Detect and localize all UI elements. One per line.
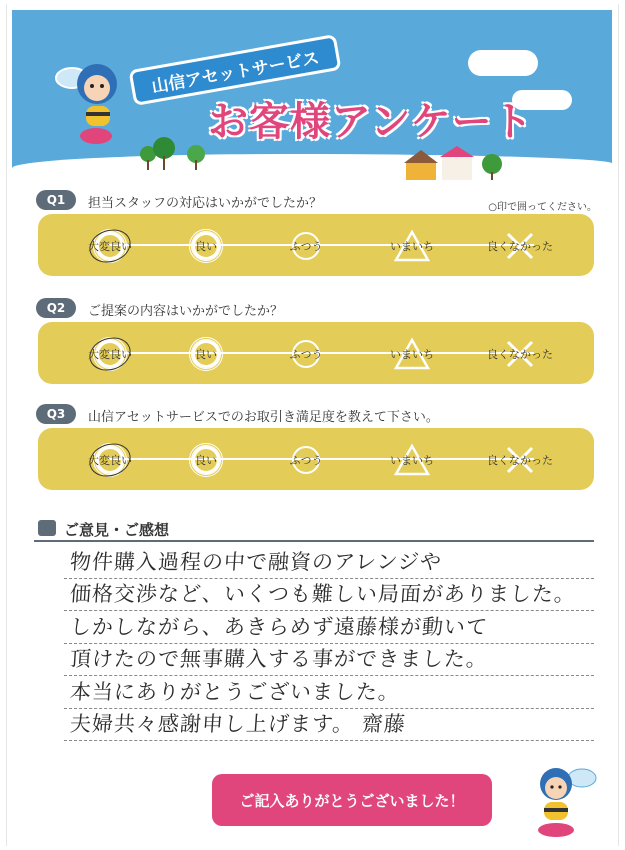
- rating-option[interactable]: [487, 442, 553, 478]
- comments-header: [34, 516, 594, 542]
- handwritten-line: 物件購入過程の中で融資のアレンジや: [69, 549, 443, 574]
- rating-option[interactable]: [286, 336, 326, 372]
- rating-panel: [38, 428, 594, 490]
- rating-option-label: 大変良い: [88, 454, 132, 467]
- rating-option-label: 良くなかった: [487, 348, 553, 361]
- bee-mascot-icon: [512, 760, 602, 840]
- rating-option-label: いまいち: [390, 240, 434, 253]
- selected-mark: [85, 224, 135, 267]
- rating-option[interactable]: [487, 228, 553, 264]
- rating-option-label: 大変良い: [88, 240, 132, 253]
- comments-lines: [64, 546, 594, 741]
- rating-option[interactable]: [90, 336, 130, 372]
- trees-icon: [136, 136, 216, 172]
- selected-mark: [85, 332, 135, 375]
- rating-option[interactable]: [186, 336, 226, 372]
- question-badge: Q2: [36, 298, 76, 318]
- handwritten-line: 頂けたので無事購入する事ができました。: [69, 647, 489, 671]
- rating-option[interactable]: [392, 442, 432, 478]
- header-banner: [12, 10, 612, 180]
- instruction-note: ○印で囲ってください。: [488, 202, 597, 213]
- ground-shape: [12, 154, 612, 180]
- question-badge: Q1: [36, 190, 76, 210]
- rating-option-label: ふつう: [289, 348, 323, 361]
- handwritten-line: 夫婦共々感謝申し上げます。 齋藤: [69, 712, 407, 736]
- handwritten-line: 本当にありがとうございました。: [69, 679, 401, 704]
- rating-option-label: いまいち: [390, 454, 434, 467]
- comments-label: ご意見・ご感想: [64, 521, 170, 539]
- rating-option-label: 良い: [195, 454, 217, 467]
- rating-option[interactable]: [487, 336, 553, 372]
- rating-option-label: 大変良い: [88, 348, 132, 361]
- mail-icon: [38, 520, 56, 536]
- handwritten-line: しかしながら、あきらめず遠藤様が動いて: [69, 614, 489, 639]
- question-text: ご提案の内容はいかがでしたか？: [88, 304, 284, 319]
- bee-mascot-icon: [52, 50, 142, 150]
- handwritten-line: 価格交渉など、いくつも難しい局面がありました。: [69, 582, 577, 606]
- cloud-icon: [468, 50, 538, 76]
- brand-label: 山信アセットサービス: [128, 34, 341, 106]
- rating-option[interactable]: [90, 228, 130, 264]
- selected-mark: [85, 438, 135, 481]
- rating-option[interactable]: [186, 442, 226, 478]
- rating-option[interactable]: [186, 228, 226, 264]
- rating-option[interactable]: [286, 442, 326, 478]
- question-text: 担当スタッフの対応はいかがでしたか？: [88, 196, 323, 211]
- rating-option-label: 良くなかった: [487, 454, 553, 467]
- rating-option[interactable]: [392, 228, 432, 264]
- rating-option[interactable]: [90, 442, 130, 478]
- rating-panel: [38, 214, 594, 276]
- rating-panel: [38, 322, 594, 384]
- rating-option-label: いまいち: [390, 348, 434, 361]
- thanks-banner: ご記入ありがとうございました！: [212, 774, 492, 826]
- rating-option-label: 良い: [195, 348, 217, 361]
- rating-option-label: ふつう: [289, 454, 323, 467]
- houses-icon: [404, 146, 514, 180]
- page-title: お客様アンケート: [208, 99, 534, 145]
- rating-option[interactable]: [392, 336, 432, 372]
- question-text: 山信アセットサービスでのお取引き満足度を教えて下さい。: [88, 410, 439, 425]
- rating-option-label: 良い: [195, 240, 217, 253]
- rating-option-label: 良くなかった: [487, 240, 553, 253]
- question-badge: Q3: [36, 404, 76, 424]
- rating-option-label: ふつう: [289, 240, 323, 253]
- rating-option[interactable]: [286, 228, 326, 264]
